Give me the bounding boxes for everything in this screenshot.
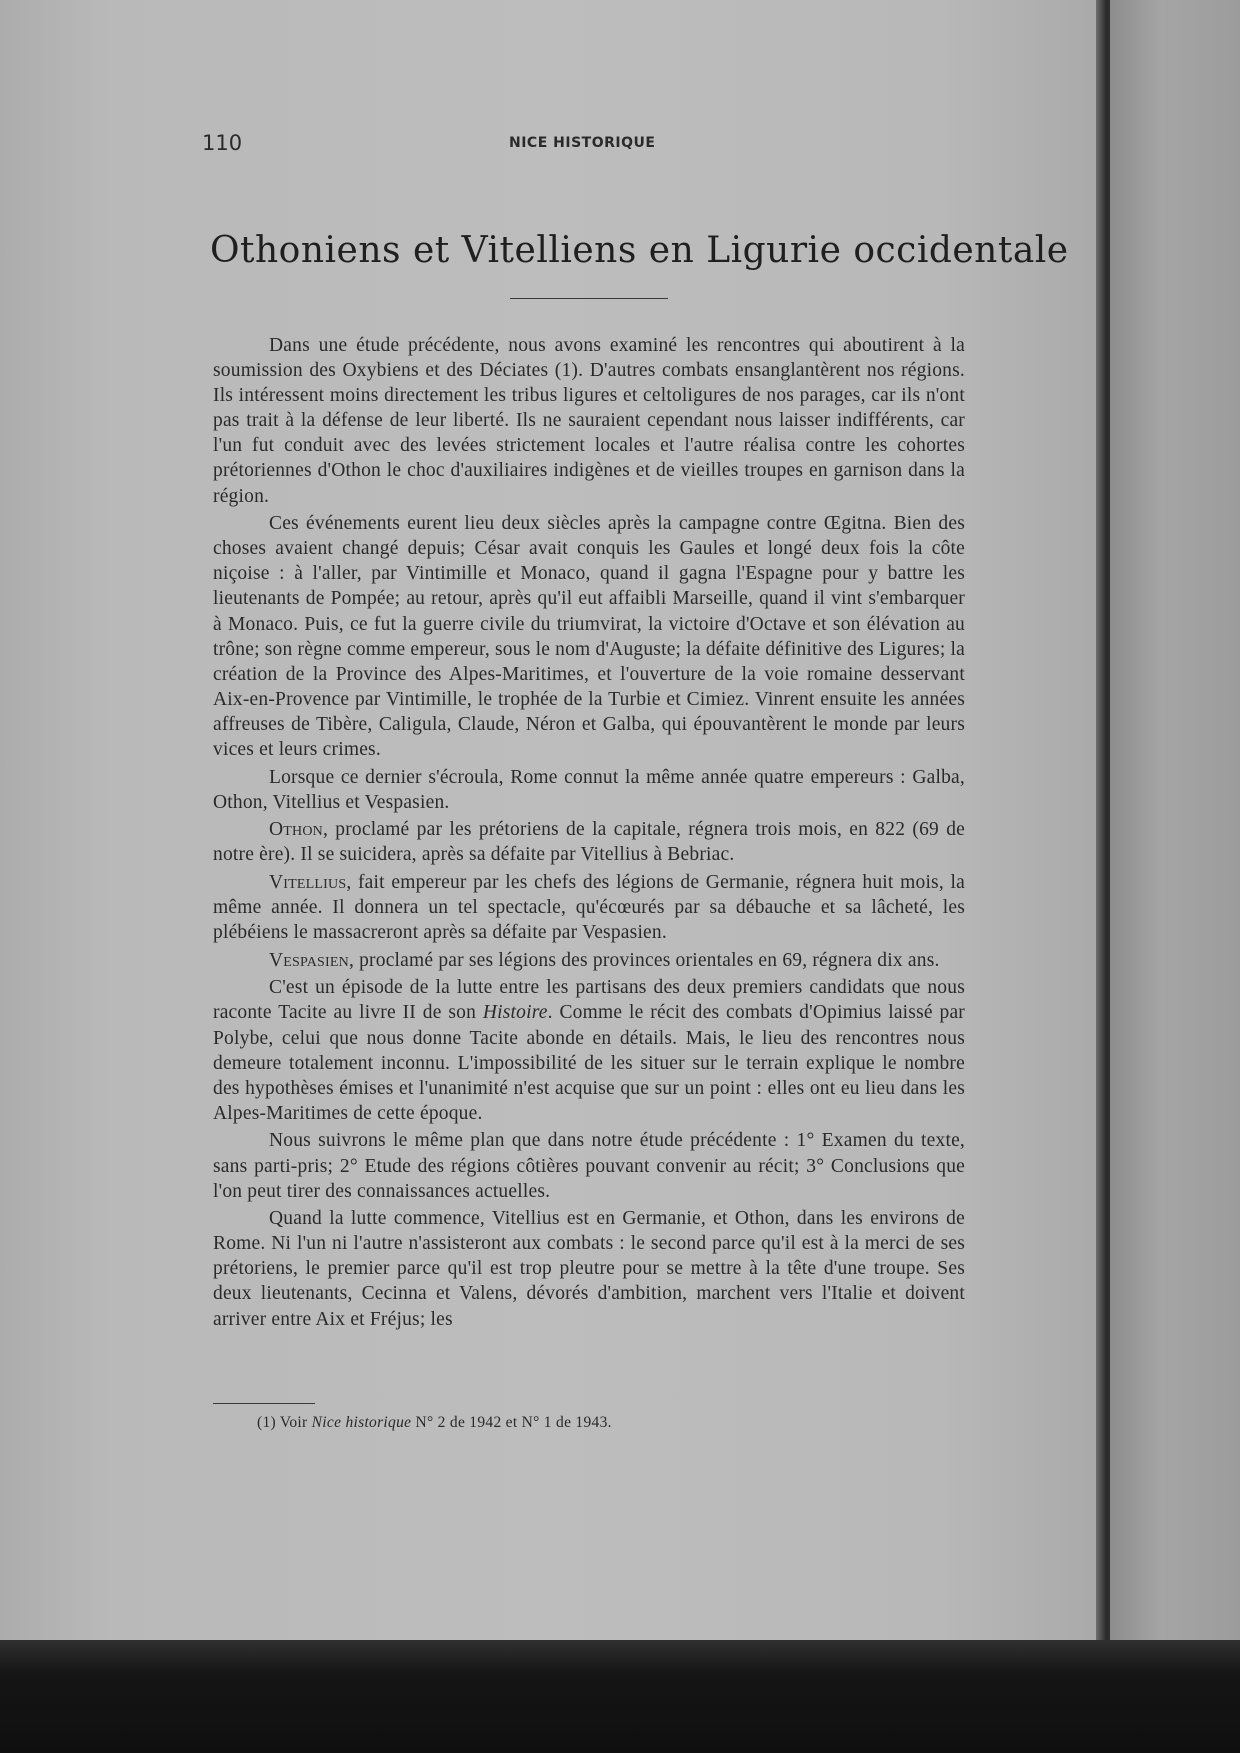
facing-page-edge [1110, 0, 1240, 1640]
article-body [213, 333, 965, 1334]
page-number: 110 [202, 131, 243, 155]
book-title: Histoire [482, 1002, 548, 1024]
paragraph: Ces événements eurent lieu deux siècles après la campagne contre Œgitna. Bien des choses avaient changé depuis; César avait conquis les Gaules et longé deux fois la côte niçoise : à l'aller, par Vintimille et Monaco, quand il gagna l'Espagne pour y battre les lieutenants de Pompée; au retour, après qu'il eut affaibli Marseille, quand il vint s'embarquer à Monaco. Puis, ce fut la guerre civile du triumvirat, la victoire d'Octave et son élévation au trône; son règne comme empereur, sous le nom d'Auguste; la défaite définitive des Ligures; la création de la Province des Alpes-Maritimes, et l'ouverture de la voie romaine desservant Aix-en-Provence par Vintimille, le trophée de la Turbie et Cimiez. Vinrent ensuite les années affreuses de Tibère, Caligula, Claude, Néron et Galba, qui épouvantèrent le monde par leurs vices et leurs crimes. [213, 513, 965, 760]
paragraph [213, 817, 965, 867]
journal-title: Nice historique [311, 1414, 412, 1431]
paragraph-text: , fait empereur par les chefs des légions de Germanie, régnera huit mois, la même année. Il donnera un tel spectacle, qu'écœurés par sa débauche et sa lâcheté, les plébéiens le massacreront après sa défaite par Vespasien. [213, 871, 965, 944]
paragraph [213, 948, 965, 973]
paragraph: Dans une étude précédente, nous avons examiné les rencontres qui aboutirent à la soumission des Oxybiens et des Déciates (1). D'autres combats ensanglantèrent nos régions. Ils intéressent moins directement les tribus ligures et celtoligures de nos parages, car ils n'ont pas trait à la défense de leur liberté. Ils ne sauraient cependant nous laisser indifférents, car l'un fut conduit avec des levées strictement locales et l'autre réalisa contre les cohortes prétoriennes d'Othon le choc d'auxiliaires indigènes et de vieilles troupes en garnison dans la région. [213, 335, 965, 507]
paragraph-text: , proclamé par les prétoriens de la capitale, régnera trois mois, en 822 (69 de notre ère). Il se suicidera, après sa défaite par Vitellius à Bebriac. [213, 819, 965, 866]
footnote-marker: (1) Voir [257, 1414, 312, 1431]
emperor-name: Vespasien [269, 949, 349, 971]
footnote-rule [213, 1403, 315, 1404]
paragraph [213, 975, 965, 1126]
footnote [257, 1414, 612, 1432]
paragraph-text: C'est un épisode de la lutte entre les partisans des deux premiers candidats que nous raconte Tacite au livre II de son [213, 977, 965, 1024]
running-head: NICE HISTORIQUE [509, 135, 656, 151]
paragraph-text: . Comme le récit des combats d'Opimius laissé par Polybe, celui que nous donne Tacite abonde en détails. Mais, le lieu des rencontres nous demeure totalement inconnu. L'impossibilité de les situer sur le terrain explique le nombre des hypothèses émises et l'unanimité n'est acquise que sur un point : elles ont eu lieu dans les Alpes-Maritimes de cette époque. [213, 1002, 965, 1124]
title-rule [510, 298, 668, 299]
footnote-text: N° 2 de 1942 et N° 1 de 1943. [411, 1414, 612, 1431]
emperor-name: Vitellius [269, 871, 347, 893]
article-title: Othoniens et Vitelliens en Ligurie occidentale [210, 230, 1069, 271]
paragraph-text: , proclamé par ses légions des provinces orientales en 69, régnera dix ans. [348, 949, 940, 971]
scan-background [0, 1640, 1240, 1753]
emperor-name: Othon [269, 819, 323, 841]
paragraph: Quand la lutte commence, Vitellius est en Germanie, et Othon, dans les environs de Rome. Ni l'un ni l'autre n'assisteront aux combats : le second parce qu'il est à la merci de ses prétoriens, le premier parce qu'il est trop pleutre pour se mettre à la tête d'une troupe. Ses deux lieutenants, Cecinna et Valens, dévorés d'ambition, marchent vers l'Italie et doivent arriver entre Aix et Fréjus; les [213, 1208, 965, 1330]
paragraph: Lorsque ce dernier s'écroula, Rome connut la même année quatre empereurs : Galba, Othon, Vitellius et Vespasien. [213, 766, 965, 813]
paragraph [213, 870, 965, 945]
paragraph: Nous suivrons le même plan que dans notre étude précédente : 1° Examen du texte, sans parti-pris; 2° Etude des régions côtières pouvant convenir au récit; 3° Conclusions que l'on peut tirer des connaissances actuelles. [213, 1130, 965, 1202]
